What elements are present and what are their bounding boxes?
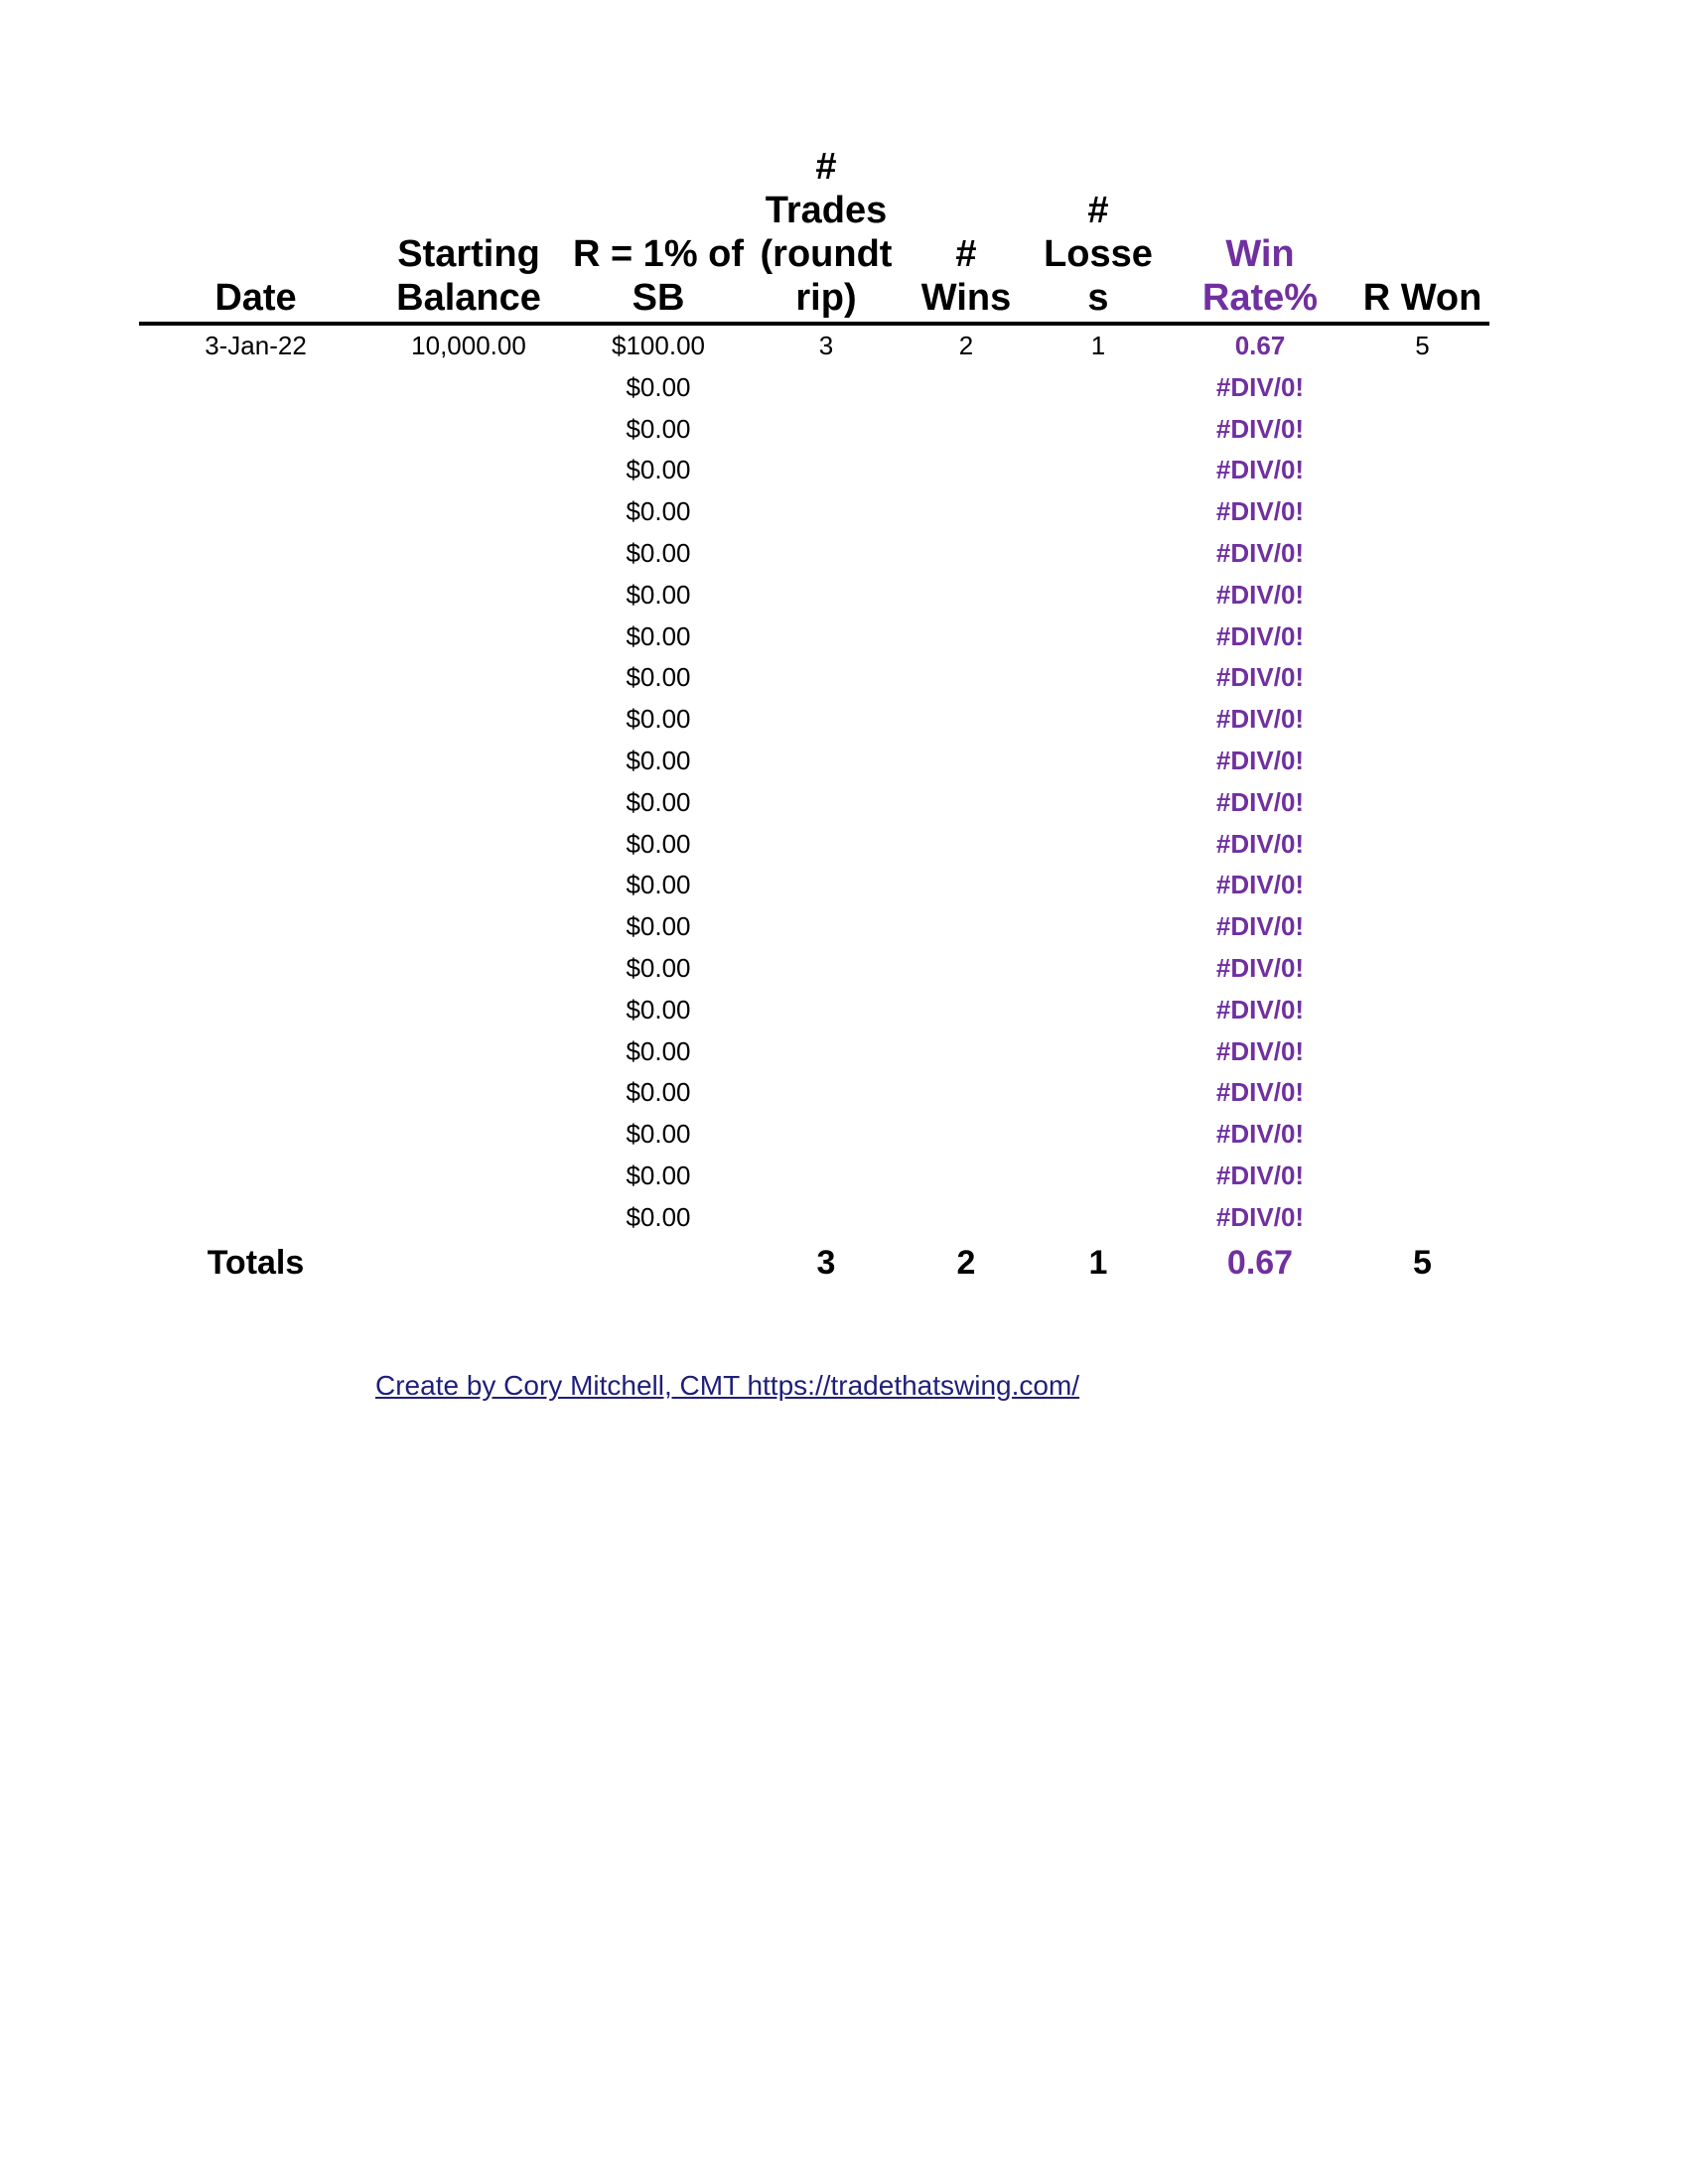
cell-date[interactable] [139,367,372,409]
cell-wins[interactable] [901,782,1032,824]
cell-r-won[interactable] [1355,699,1489,741]
cell-date[interactable] [139,575,372,616]
cell-date[interactable] [139,533,372,575]
cell-r-won[interactable] [1355,1072,1489,1114]
cell-win-rate[interactable]: #DIV/0! [1215,662,1305,693]
table-row [139,367,1489,409]
cell-starting-balance[interactable] [372,1156,565,1197]
cell-date[interactable] [139,782,372,824]
cell-r[interactable]: $0.00 [626,537,691,568]
cell-win-rate[interactable]: #DIV/0! [1215,496,1305,527]
cell-win-rate[interactable]: #DIV/0! [1215,828,1305,859]
cell-date[interactable] [139,616,372,658]
cell-wins[interactable] [901,990,1032,1031]
cell-wins[interactable] [901,699,1032,741]
cell-losses[interactable] [1032,824,1165,866]
cell-r-won[interactable] [1355,782,1489,824]
credit-link[interactable]: Create by Cory Mitchell, CMT https://tradethatswing.com/ [375,1370,1080,1401]
header-win-rate[interactable] [1165,145,1355,324]
cell-r-won[interactable] [1355,409,1489,451]
cell-win-rate[interactable]: #DIV/0! [1215,413,1305,444]
cell-date[interactable] [139,450,372,491]
cell-starting-balance[interactable]: 10,000.00 [411,331,526,360]
data-rows [139,324,1489,1239]
header-trades-line: Trades [765,190,888,231]
cell-r[interactable]: $0.00 [626,828,691,859]
header-trades-line: (roundt [760,233,893,275]
cell-date[interactable] [139,1114,372,1156]
table-row [139,1072,1489,1114]
cell-r[interactable]: $0.00 [626,1160,691,1190]
cell-win-rate[interactable]: #DIV/0! [1215,1160,1305,1190]
cell-win-rate[interactable]: #DIV/0! [1215,537,1305,568]
cell-win-rate[interactable]: #DIV/0! [1215,371,1305,402]
cell-r[interactable]: $0.00 [626,786,691,817]
cell-r[interactable]: $0.00 [626,371,691,402]
totals-r-won[interactable]: 5 [1413,1243,1432,1282]
cell-starting-balance[interactable] [372,906,565,948]
cell-r-won[interactable] [1355,741,1489,782]
cell-r[interactable]: $0.00 [626,952,691,983]
cell-losses[interactable] [1032,1114,1165,1156]
header-row [139,145,1489,324]
cell-wins[interactable] [901,657,1032,699]
cell-r[interactable]: $0.00 [626,579,691,610]
cell-r-won[interactable] [1355,575,1489,616]
cell-win-rate[interactable]: #DIV/0! [1215,1077,1305,1108]
cell-win-rate[interactable]: #DIV/0! [1215,870,1305,900]
table-row [139,324,1489,367]
cell-win-rate[interactable]: #DIV/0! [1215,994,1305,1024]
cell-r-won[interactable] [1355,450,1489,491]
table-row [139,948,1489,990]
header-trades[interactable] [752,145,901,324]
cell-r[interactable]: $0.00 [626,1077,691,1108]
cell-date[interactable] [139,948,372,990]
cell-wins[interactable] [901,1031,1032,1073]
cell-date[interactable] [139,409,372,451]
cell-wins[interactable] [901,1114,1032,1156]
cell-trades[interactable] [752,616,901,658]
cell-r[interactable]: $0.00 [626,1119,691,1150]
cell-trades[interactable] [752,450,901,491]
cell-losses[interactable] [1032,1072,1165,1114]
cell-r-won[interactable] [1355,491,1489,533]
cell-losses[interactable] [1032,409,1165,451]
cell-wins[interactable] [901,1197,1032,1239]
header-starting-balance[interactable] [372,145,565,324]
cell-wins[interactable] [901,824,1032,866]
cell-starting-balance[interactable] [372,657,565,699]
cell-r-won[interactable] [1355,1031,1489,1073]
totals-r-cell[interactable] [565,1239,752,1287]
cell-trades[interactable] [752,824,901,866]
header-starting-balance-line: Balance [396,277,541,319]
cell-r[interactable]: $0.00 [626,745,691,775]
cell-win-rate[interactable]: #DIV/0! [1215,1119,1305,1150]
cell-wins[interactable] [901,865,1032,906]
cell-date[interactable]: 3-Jan-22 [205,331,307,360]
cell-starting-balance[interactable] [372,616,565,658]
trade-log-table [139,145,1489,1287]
totals-row [139,1239,1489,1287]
cell-losses[interactable] [1032,948,1165,990]
header-win-rate-line: Win [1225,233,1295,275]
cell-losses[interactable] [1032,741,1165,782]
cell-losses[interactable] [1032,1197,1165,1239]
cell-date[interactable] [139,657,372,699]
cell-win-rate[interactable]: #DIV/0! [1215,745,1305,775]
cell-trades[interactable] [752,491,901,533]
cell-r[interactable]: $0.00 [626,994,691,1024]
cell-win-rate[interactable]: #DIV/0! [1215,1201,1305,1232]
cell-starting-balance[interactable] [372,1197,565,1239]
cell-r-won[interactable] [1355,990,1489,1031]
cell-losses[interactable] [1032,782,1165,824]
cell-date[interactable] [139,824,372,866]
header-date[interactable] [139,145,372,324]
header-r-won[interactable] [1355,145,1489,324]
cell-r-won[interactable] [1355,1197,1489,1239]
cell-wins[interactable] [901,491,1032,533]
cell-trades[interactable] [752,1072,901,1114]
cell-r-won[interactable] [1355,948,1489,990]
header-losses-line: # [1087,190,1109,231]
cell-r[interactable]: $0.00 [626,455,691,485]
cell-win-rate[interactable]: #DIV/0! [1215,620,1305,651]
cell-date[interactable] [139,865,372,906]
cell-date[interactable] [139,990,372,1031]
cell-starting-balance[interactable] [372,575,565,616]
cell-trades[interactable] [752,657,901,699]
table-row [139,990,1489,1031]
cell-losses[interactable] [1032,699,1165,741]
cell-starting-balance[interactable] [372,990,565,1031]
table-row [139,1114,1489,1156]
cell-date[interactable] [139,491,372,533]
cell-r[interactable]: $0.00 [626,911,691,942]
cell-wins[interactable] [901,741,1032,782]
cell-r-won[interactable] [1355,533,1489,575]
cell-losses[interactable] [1032,657,1165,699]
cell-trades[interactable] [752,1031,901,1073]
cell-trades[interactable] [752,1114,901,1156]
cell-starting-balance[interactable] [372,741,565,782]
header-wins[interactable] [901,145,1032,324]
table-row [139,906,1489,948]
cell-date[interactable] [139,1197,372,1239]
cell-starting-balance[interactable] [372,450,565,491]
table-row [139,533,1489,575]
cell-trades[interactable] [752,1197,901,1239]
header-trades-line: rip) [795,277,857,319]
cell-wins[interactable]: 2 [958,331,974,360]
cell-trades[interactable] [752,782,901,824]
cell-trades[interactable] [752,741,901,782]
cell-wins[interactable] [901,450,1032,491]
cell-date[interactable] [139,699,372,741]
cell-trades[interactable] [752,906,901,948]
cell-r[interactable]: $0.00 [626,870,691,900]
cell-wins[interactable] [901,575,1032,616]
cell-win-rate[interactable]: 0.67 [1234,331,1286,360]
cell-losses[interactable]: 1 [1090,331,1106,360]
cell-r-won[interactable]: 5 [1415,331,1430,360]
cell-r-won[interactable] [1355,906,1489,948]
cell-r[interactable]: $0.00 [626,662,691,693]
table-row [139,1031,1489,1073]
header-date-line: Date [214,277,297,319]
header-losses[interactable] [1032,145,1165,324]
cell-starting-balance[interactable] [372,491,565,533]
table-row [139,782,1489,824]
cell-losses[interactable] [1032,491,1165,533]
table-row [139,1197,1489,1239]
totals-starting-balance-cell[interactable] [372,1239,565,1287]
cell-wins[interactable] [901,367,1032,409]
header-r[interactable] [565,145,752,324]
cell-wins[interactable] [901,1072,1032,1114]
cell-trades[interactable] [752,533,901,575]
table-row [139,741,1489,782]
cell-date[interactable] [139,906,372,948]
cell-r-won[interactable] [1355,865,1489,906]
cell-trades[interactable] [752,575,901,616]
table-row [139,657,1489,699]
cell-r-won[interactable] [1355,1156,1489,1197]
cell-starting-balance[interactable] [372,1114,565,1156]
cell-trades[interactable] [752,1156,901,1197]
cell-losses[interactable] [1032,367,1165,409]
cell-r-won[interactable] [1355,367,1489,409]
cell-losses[interactable] [1032,865,1165,906]
cell-starting-balance[interactable] [372,533,565,575]
cell-losses[interactable] [1032,575,1165,616]
header-wins-line: # [955,233,977,275]
totals-label[interactable]: Totals [207,1243,305,1282]
cell-starting-balance[interactable] [372,1031,565,1073]
totals-wins[interactable]: 2 [956,1243,976,1282]
cell-r[interactable]: $0.00 [626,1201,691,1232]
cell-win-rate[interactable]: #DIV/0! [1215,704,1305,735]
cell-r-won[interactable] [1355,616,1489,658]
cell-r-won[interactable] [1355,657,1489,699]
cell-trades[interactable] [752,367,901,409]
cell-date[interactable] [139,1156,372,1197]
cell-trades[interactable] [752,865,901,906]
cell-win-rate[interactable]: #DIV/0! [1215,952,1305,983]
cell-starting-balance[interactable] [372,824,565,866]
header-win-rate-line: Rate% [1201,277,1319,319]
cell-losses[interactable] [1032,906,1165,948]
totals-win-rate[interactable]: 0.67 [1226,1243,1294,1282]
cell-wins[interactable] [901,948,1032,990]
cell-r-won[interactable] [1355,1114,1489,1156]
cell-win-rate[interactable]: #DIV/0! [1215,1035,1305,1066]
trade-log-sheet [139,145,1489,1287]
cell-starting-balance[interactable] [372,367,565,409]
cell-starting-balance[interactable] [372,948,565,990]
table-row [139,491,1489,533]
header-losses-line: Losses [1044,233,1153,319]
cell-losses[interactable] [1032,1031,1165,1073]
header-r-line: R = 1% of [572,233,745,275]
table-row [139,865,1489,906]
header-r-won-line: R Won [1362,277,1482,319]
cell-starting-balance[interactable] [372,782,565,824]
totals-trades[interactable]: 3 [816,1243,836,1282]
cell-r[interactable]: $0.00 [626,620,691,651]
totals-losses[interactable]: 1 [1088,1243,1108,1282]
cell-losses[interactable] [1032,990,1165,1031]
cell-trades[interactable]: 3 [818,331,834,360]
table-row [139,1156,1489,1197]
cell-trades[interactable] [752,948,901,990]
cell-trades[interactable] [752,990,901,1031]
cell-wins[interactable] [901,906,1032,948]
cell-date[interactable] [139,1031,372,1073]
table-row [139,616,1489,658]
cell-r[interactable]: $0.00 [626,413,691,444]
cell-win-rate[interactable]: #DIV/0! [1215,786,1305,817]
table-row [139,409,1489,451]
cell-wins[interactable] [901,616,1032,658]
cell-wins[interactable] [901,409,1032,451]
header-trades-line: # [815,146,837,188]
cell-starting-balance[interactable] [372,1072,565,1114]
header-r-line: SB [632,277,685,319]
cell-r[interactable]: $0.00 [626,704,691,735]
table-row [139,699,1489,741]
cell-wins[interactable] [901,1156,1032,1197]
cell-win-rate[interactable]: #DIV/0! [1215,579,1305,610]
table-row [139,450,1489,491]
header-starting-balance-line: Starting [397,233,540,275]
cell-date[interactable] [139,1072,372,1114]
cell-trades[interactable] [752,699,901,741]
cell-starting-balance[interactable] [372,699,565,741]
cell-losses[interactable] [1032,616,1165,658]
cell-trades[interactable] [752,409,901,451]
table-row [139,575,1489,616]
header-wins-line: Wins [920,277,1012,319]
cell-r[interactable]: $0.00 [626,1035,691,1066]
cell-starting-balance[interactable] [372,409,565,451]
cell-starting-balance[interactable] [372,865,565,906]
table-row [139,824,1489,866]
cell-r[interactable]: $0.00 [626,496,691,527]
cell-losses[interactable] [1032,450,1165,491]
cell-losses[interactable] [1032,1156,1165,1197]
cell-losses[interactable] [1032,533,1165,575]
cell-wins[interactable] [901,533,1032,575]
cell-date[interactable] [139,741,372,782]
cell-r-won[interactable] [1355,824,1489,866]
cell-win-rate[interactable]: #DIV/0! [1215,455,1305,485]
cell-r[interactable]: $100.00 [612,331,705,360]
cell-win-rate[interactable]: #DIV/0! [1215,911,1305,942]
